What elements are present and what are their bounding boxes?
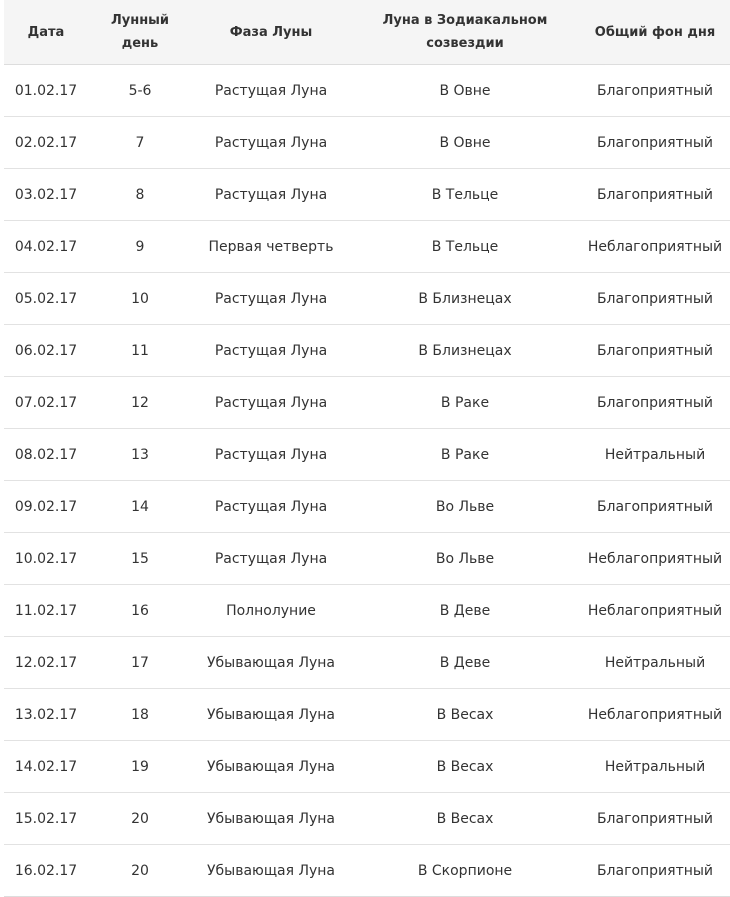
- lunar-day-cell: 5-6: [88, 65, 192, 117]
- table-row: [4, 221, 730, 273]
- moon-phase-cell: Растущая Луна: [192, 273, 350, 325]
- lunar-day-cell: 19: [88, 741, 192, 793]
- day-background-cell: Неблагоприятный: [580, 533, 730, 585]
- day-background-cell: Благоприятный: [580, 65, 730, 117]
- table-row: [4, 741, 730, 793]
- date-cell: 16.02.17: [4, 845, 88, 897]
- zodiac-cell: В Деве: [350, 585, 580, 637]
- zodiac-cell: В Деве: [350, 637, 580, 689]
- day-background-cell: Благоприятный: [580, 117, 730, 169]
- header-row: [4, 0, 730, 65]
- day-background-cell: Благоприятный: [580, 793, 730, 845]
- zodiac-cell: В Раке: [350, 429, 580, 481]
- zodiac-cell: В Весах: [350, 689, 580, 741]
- lunar-day-cell: 15: [88, 533, 192, 585]
- zodiac-cell: В Близнецах: [350, 273, 580, 325]
- day-background-cell: Нейтральный: [580, 741, 730, 793]
- date-cell: 04.02.17: [4, 221, 88, 273]
- lunar-day-cell: 18: [88, 689, 192, 741]
- lunar-day-cell: 9: [88, 221, 192, 273]
- lunar-day-cell: 20: [88, 793, 192, 845]
- moon-phase-cell: Полнолуние: [192, 585, 350, 637]
- header-lunar-day-line-2: день: [121, 36, 159, 51]
- zodiac-cell: В Тельце: [350, 169, 580, 221]
- table-row: [4, 169, 730, 221]
- day-background-cell: Неблагоприятный: [580, 689, 730, 741]
- table-row: [4, 273, 730, 325]
- day-background-cell: Благоприятный: [580, 377, 730, 429]
- date-cell: 08.02.17: [4, 429, 88, 481]
- header-lunar-day: [88, 0, 192, 65]
- moon-phase-cell: Растущая Луна: [192, 169, 350, 221]
- zodiac-cell: В Близнецах: [350, 325, 580, 377]
- moon-phase-cell: Убывающая Луна: [192, 637, 350, 689]
- day-background-cell: Благоприятный: [580, 325, 730, 377]
- date-cell: 06.02.17: [4, 325, 88, 377]
- date-cell: 13.02.17: [4, 689, 88, 741]
- moon-phase-cell: Убывающая Луна: [192, 845, 350, 897]
- lunar-day-cell: 17: [88, 637, 192, 689]
- zodiac-cell: В Раке: [350, 377, 580, 429]
- header-date: [4, 0, 88, 65]
- lunar-day-cell: 13: [88, 429, 192, 481]
- lunar-day-cell: 7: [88, 117, 192, 169]
- day-background-cell: Неблагоприятный: [580, 585, 730, 637]
- moon-phase-cell: Растущая Луна: [192, 377, 350, 429]
- table-row: [4, 533, 730, 585]
- moon-phase-cell: Растущая Луна: [192, 429, 350, 481]
- zodiac-cell: В Скорпионе: [350, 845, 580, 897]
- date-cell: 11.02.17: [4, 585, 88, 637]
- lunar-day-cell: 16: [88, 585, 192, 637]
- day-background-cell: Благоприятный: [580, 845, 730, 897]
- zodiac-cell: В Овне: [350, 117, 580, 169]
- lunar-day-cell: 8: [88, 169, 192, 221]
- date-cell: 15.02.17: [4, 793, 88, 845]
- zodiac-cell: Во Льве: [350, 481, 580, 533]
- moon-phase-cell: Убывающая Луна: [192, 793, 350, 845]
- table-row: [4, 689, 730, 741]
- day-background-cell: Благоприятный: [580, 273, 730, 325]
- table-row: [4, 481, 730, 533]
- lunar-day-cell: 14: [88, 481, 192, 533]
- header-lunar-day-line-1: Лунный: [110, 13, 170, 28]
- lunar-day-cell: 10: [88, 273, 192, 325]
- lunar-day-cell: 12: [88, 377, 192, 429]
- table-row: [4, 117, 730, 169]
- header-moon-phase: [192, 0, 350, 65]
- table-row: [4, 65, 730, 117]
- moon-phase-cell: Растущая Луна: [192, 533, 350, 585]
- table-body: [4, 65, 730, 897]
- zodiac-cell: В Весах: [350, 793, 580, 845]
- lunar-day-cell: 11: [88, 325, 192, 377]
- table-row: [4, 793, 730, 845]
- table-row: [4, 429, 730, 481]
- zodiac-cell: В Весах: [350, 741, 580, 793]
- table-row: [4, 845, 730, 897]
- table-row: [4, 377, 730, 429]
- table-row: [4, 325, 730, 377]
- day-background-cell: Благоприятный: [580, 481, 730, 533]
- zodiac-cell: Во Льве: [350, 533, 580, 585]
- table-row: [4, 637, 730, 689]
- day-background-cell: Нейтральный: [580, 429, 730, 481]
- moon-phase-cell: Растущая Луна: [192, 325, 350, 377]
- header-zodiac-line-1: Луна в Зодиакальном: [382, 13, 548, 28]
- date-cell: 07.02.17: [4, 377, 88, 429]
- lunar-calendar-table: [4, 0, 730, 897]
- moon-phase-cell: Растущая Луна: [192, 117, 350, 169]
- moon-phase-cell: Убывающая Луна: [192, 741, 350, 793]
- date-cell: 02.02.17: [4, 117, 88, 169]
- zodiac-cell: В Овне: [350, 65, 580, 117]
- day-background-cell: Неблагоприятный: [580, 221, 730, 273]
- moon-phase-cell: Растущая Луна: [192, 481, 350, 533]
- moon-phase-cell: Растущая Луна: [192, 65, 350, 117]
- day-background-cell: Благоприятный: [580, 169, 730, 221]
- date-cell: 05.02.17: [4, 273, 88, 325]
- date-cell: 14.02.17: [4, 741, 88, 793]
- day-background-cell: Нейтральный: [580, 637, 730, 689]
- date-cell: 03.02.17: [4, 169, 88, 221]
- moon-phase-cell: Убывающая Луна: [192, 689, 350, 741]
- table-row: [4, 585, 730, 637]
- moon-phase-cell: Первая четверть: [192, 221, 350, 273]
- lunar-day-cell: 20: [88, 845, 192, 897]
- zodiac-cell: В Тельце: [350, 221, 580, 273]
- lunar-calendar-table-container: [4, 0, 730, 897]
- header-day-background: [580, 0, 730, 65]
- header-date-label: Дата: [27, 24, 65, 40]
- date-cell: 09.02.17: [4, 481, 88, 533]
- date-cell: 01.02.17: [4, 65, 88, 117]
- header-zodiac-line-2: созвездии: [426, 36, 504, 51]
- table-header: [4, 0, 730, 65]
- header-day-background-label: Общий фон дня: [594, 24, 716, 40]
- header-zodiac: [350, 0, 580, 65]
- header-moon-phase-label: Фаза Луны: [229, 24, 313, 40]
- date-cell: 12.02.17: [4, 637, 88, 689]
- date-cell: 10.02.17: [4, 533, 88, 585]
